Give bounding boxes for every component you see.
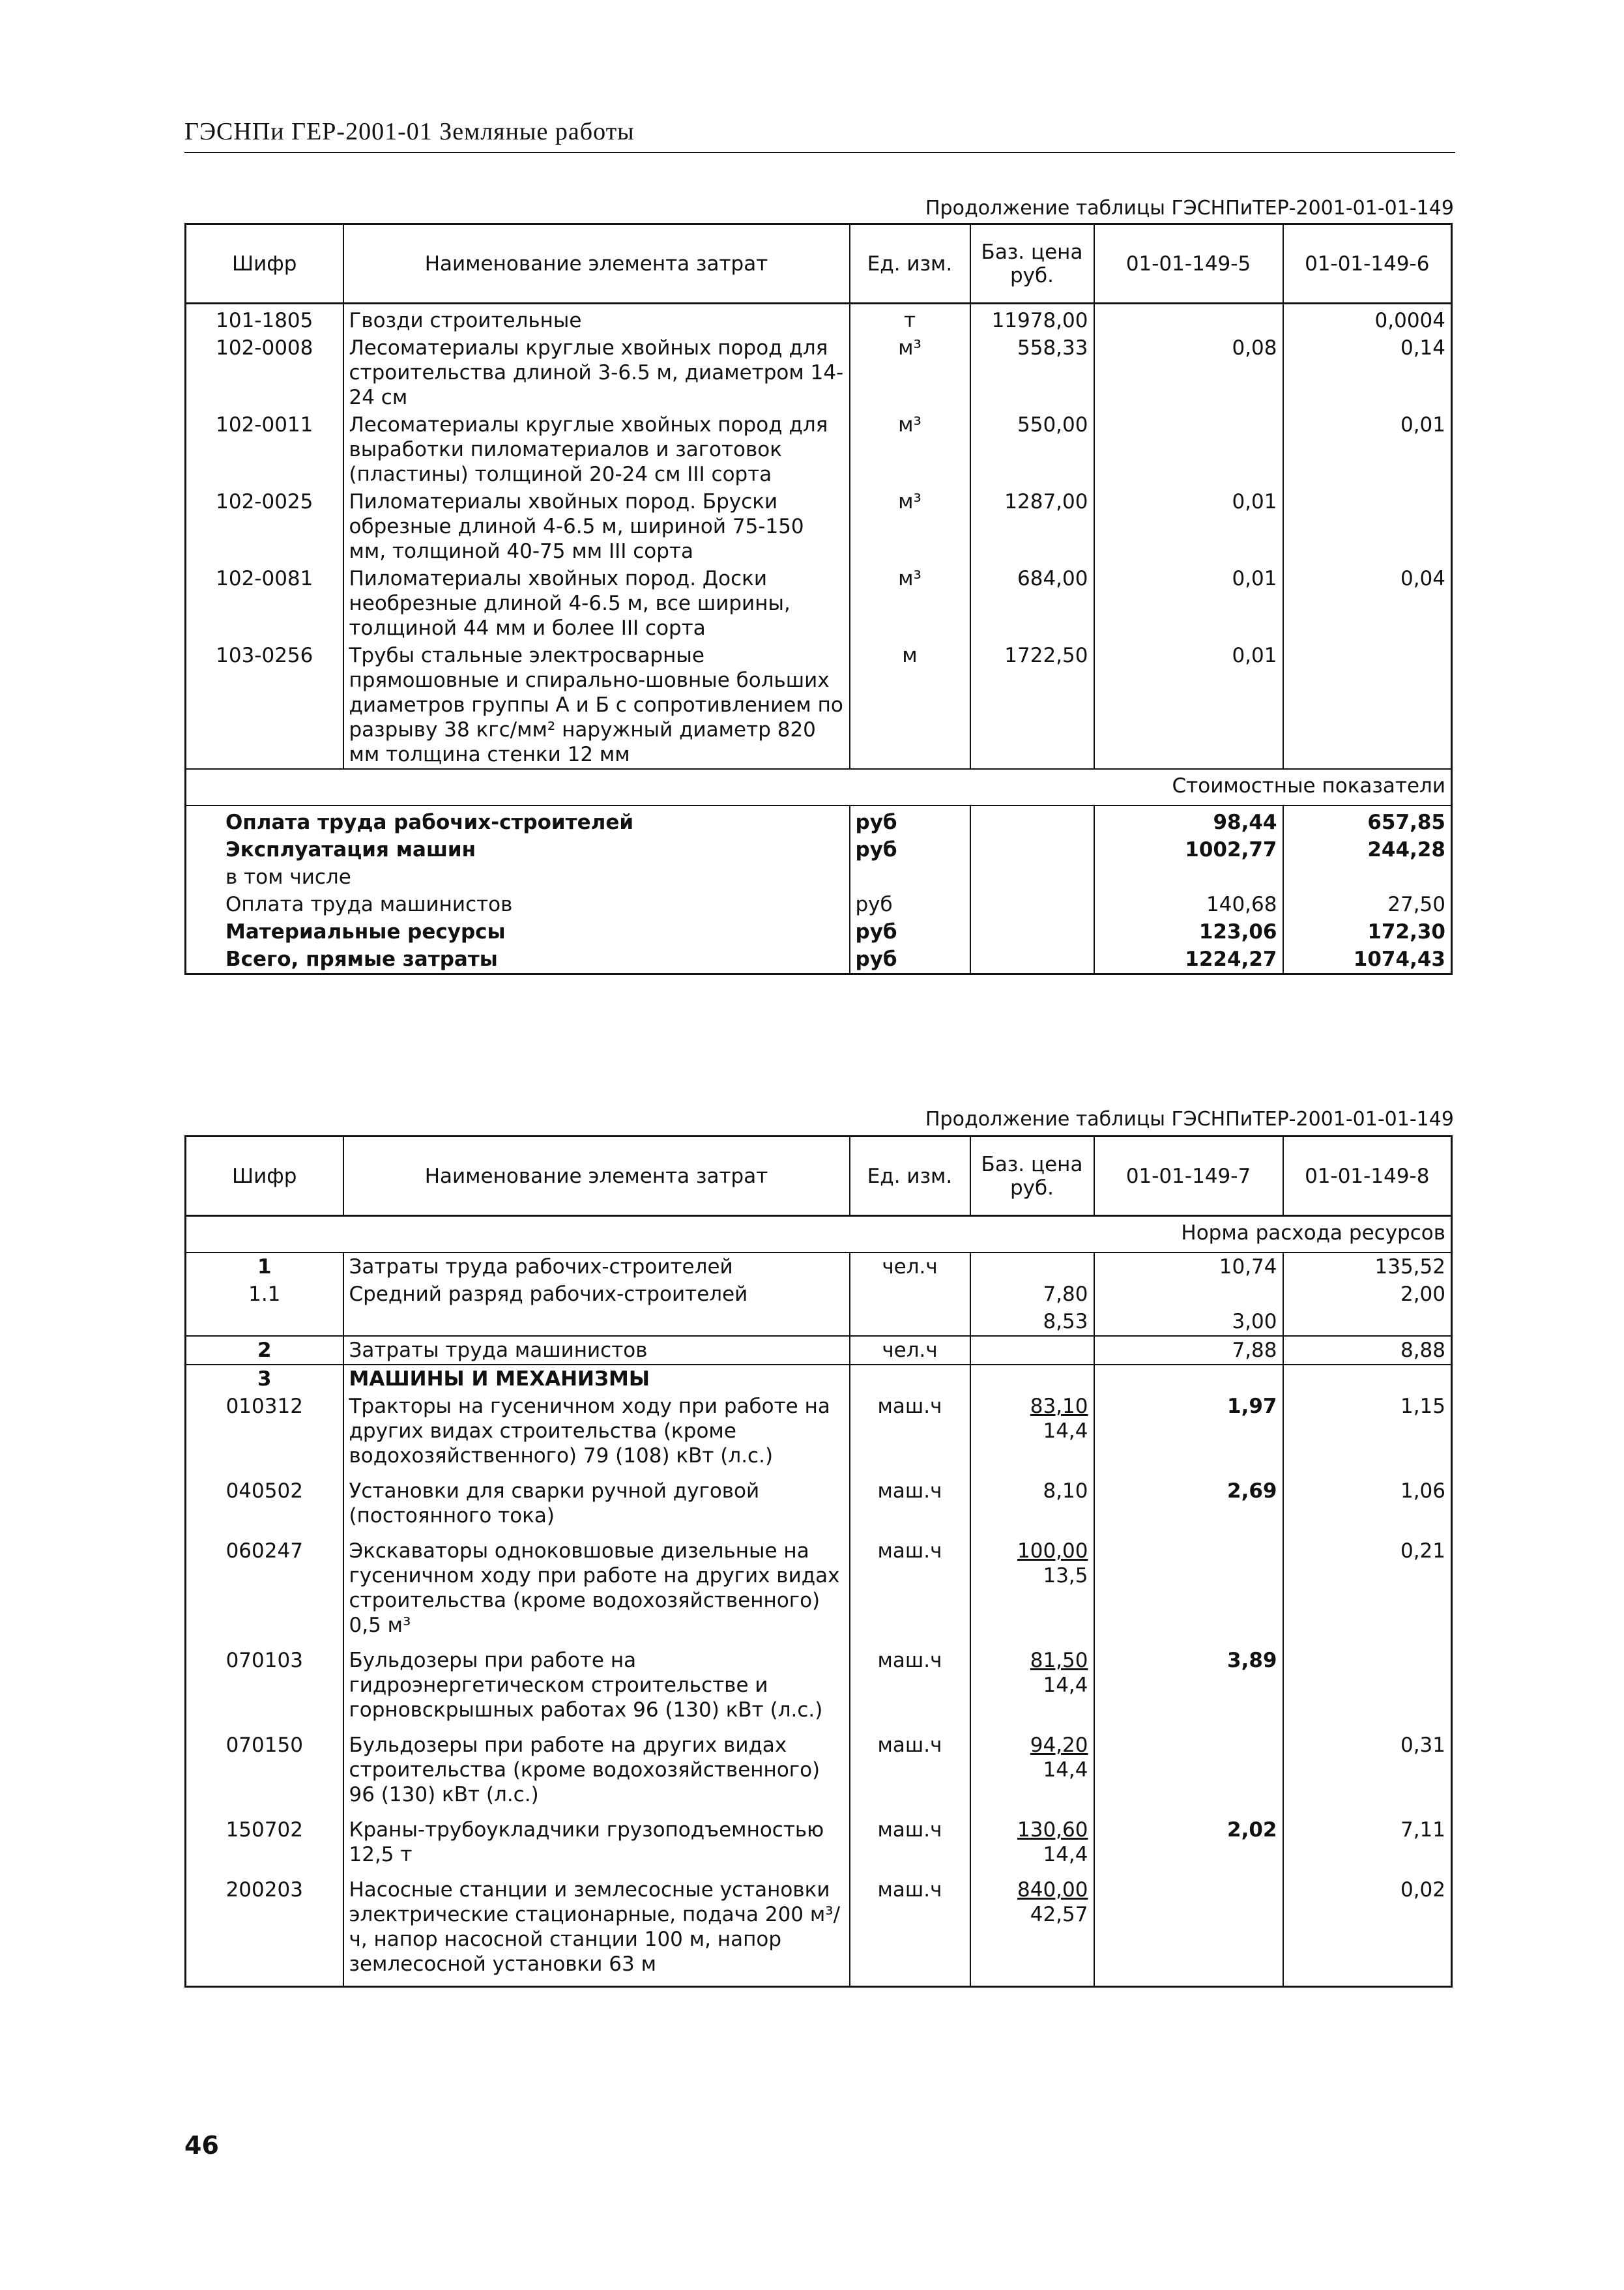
labor-row xyxy=(186,1308,1452,1336)
summary-unit: руб xyxy=(850,836,970,863)
price-secondary-value: 13,5 xyxy=(1043,1564,1088,1587)
base-price xyxy=(970,1732,1094,1816)
col-unit-header: Ед. изм. xyxy=(850,224,970,304)
resource-code: 070150 xyxy=(225,1733,303,1757)
norm-value-1: 0,01 xyxy=(1094,565,1283,642)
summary-row xyxy=(186,918,1452,946)
machine-row xyxy=(186,1816,1452,1876)
summary-name: Эксплуатация машин xyxy=(225,838,476,862)
summary-price xyxy=(970,891,1094,918)
norm-value-2: 135,52 xyxy=(1283,1253,1452,1281)
price-value: 130,60 xyxy=(1017,1818,1088,1842)
norm-value-1: 10,74 xyxy=(1094,1253,1283,1281)
summary-name: Всего, прямые затраты xyxy=(225,948,498,971)
norm-value-1 xyxy=(1094,1537,1283,1647)
base-price xyxy=(970,1647,1094,1732)
col-code1-header: 01-01-149-5 xyxy=(1094,224,1283,304)
machine-row xyxy=(186,1477,1452,1537)
norm-value-1 xyxy=(1094,1281,1283,1308)
resource-name: Бульдозеры при работе на гидроэнергетическом строительстве и горновскрышных работах 96 (130) кВт (л.с.) xyxy=(343,1647,850,1732)
base-price xyxy=(970,1477,1094,1537)
resource-code: 103-0256 xyxy=(216,644,313,667)
norm-value-2: 2,00 xyxy=(1283,1281,1452,1308)
col-unit-header: Ед. изм. xyxy=(850,1137,970,1216)
resource-unit: чел.ч xyxy=(850,1253,970,1281)
table2-caption: Продолжение таблицы ГЭСНПиТЕР-2001-01-01-149 xyxy=(925,1108,1454,1131)
summary-price xyxy=(970,946,1094,974)
price-value: 94,20 xyxy=(1030,1733,1088,1757)
section-row xyxy=(186,769,1452,805)
running-header: ГЭСНПи ГЕР-2001-01 Земляные работы xyxy=(184,118,635,145)
norm-value-1: 1,97 xyxy=(1094,1393,1283,1477)
resource-code: 1.1 xyxy=(248,1283,281,1306)
base-price xyxy=(970,1816,1094,1876)
col-code2-header: 01-01-149-6 xyxy=(1283,224,1452,304)
material-row xyxy=(186,334,1452,411)
summary-value-2: 244,28 xyxy=(1283,836,1452,863)
machine-row xyxy=(186,1537,1452,1647)
resource-code: 040502 xyxy=(225,1479,303,1503)
resource-unit: маш.ч xyxy=(850,1393,970,1477)
resource-code: 150702 xyxy=(225,1818,303,1842)
resource-name: Затраты труда машинистов xyxy=(343,1336,850,1365)
summary-row xyxy=(186,946,1452,974)
norm-value-1 xyxy=(1094,1732,1283,1816)
summary-value-1: 1002,77 xyxy=(1094,836,1283,863)
norm-value-2 xyxy=(1283,1308,1452,1336)
summary-value-2: 657,85 xyxy=(1283,805,1452,836)
base-price: 1722,50 xyxy=(970,642,1094,769)
norm-value-2: 0,01 xyxy=(1283,411,1452,488)
resource-name: Бульдозеры при работе на других видах строительства (кроме водохозяйственного) 96 (130) кВт (л.с.) xyxy=(343,1732,850,1816)
resource-unit: м³ xyxy=(850,488,970,565)
norm-value-2: 0,31 xyxy=(1283,1732,1452,1816)
resource-unit xyxy=(850,1281,970,1308)
table1-header-row xyxy=(186,224,1452,304)
resource-name: Краны-трубоукладчики грузоподъемностью 12,5 т xyxy=(343,1816,850,1876)
resource-unit: маш.ч xyxy=(850,1537,970,1647)
norm-value-1: 3,00 xyxy=(1094,1308,1283,1336)
table2-resource-norms xyxy=(184,1135,1453,1988)
norm-value-1 xyxy=(1094,411,1283,488)
price-value: 81,50 xyxy=(1030,1649,1088,1672)
norm-value-1 xyxy=(1094,1365,1283,1393)
summary-value-2: 1074,43 xyxy=(1283,946,1452,974)
summary-unit: руб xyxy=(850,946,970,974)
table1-caption: Продолжение таблицы ГЭСНПиТЕР-2001-01-01-149 xyxy=(925,197,1454,220)
summary-unit: руб xyxy=(850,891,970,918)
resource-code: 1 xyxy=(257,1255,272,1279)
summary-unit: руб xyxy=(850,805,970,836)
summary-row xyxy=(186,805,1452,836)
price-secondary-value: 14,4 xyxy=(1043,1674,1088,1697)
page-number: 46 xyxy=(184,2131,219,2160)
resource-unit: м³ xyxy=(850,565,970,642)
norm-value-1: 2,02 xyxy=(1094,1816,1283,1876)
resource-name xyxy=(343,1308,850,1336)
norm-value-1: 0,08 xyxy=(1094,334,1283,411)
summary-value-2: 172,30 xyxy=(1283,918,1452,946)
summary-price xyxy=(970,863,1094,891)
col-code1-header: 01-01-149-7 xyxy=(1094,1137,1283,1216)
resource-unit: т xyxy=(850,304,970,335)
resource-name: Насосные станции и землесосные установки электрические стационарные, подача 200 м³/ч, напор насосной станции 100 м, напор землесосной установки 63 м xyxy=(343,1876,850,1987)
resource-unit: маш.ч xyxy=(850,1477,970,1537)
norm-value-1: 7,88 xyxy=(1094,1336,1283,1365)
header-rule xyxy=(184,152,1455,153)
material-row xyxy=(186,642,1452,769)
col-code-header: Шифр xyxy=(186,224,343,304)
resource-unit: маш.ч xyxy=(850,1732,970,1816)
machine-row xyxy=(186,1647,1452,1732)
material-row xyxy=(186,565,1452,642)
section-heading: МАШИНЫ И МЕХАНИЗМЫ xyxy=(343,1365,850,1393)
summary-value-1: 140,68 xyxy=(1094,891,1283,918)
summary-value-2: 27,50 xyxy=(1283,891,1452,918)
resource-unit: чел.ч xyxy=(850,1336,970,1365)
resource-name: Экскаваторы одноковшовые дизельные на гусеничном ходу при работе на других видах строительства (кроме водохозяйственного) 0,5 м³ xyxy=(343,1537,850,1647)
machine-row xyxy=(186,1393,1452,1477)
resource-name: Трубы стальные электросварные прямошовные и спирально-шовные больших диаметров группы А и Б с сопротивлением по разрыву 38 кгс/мм² наружный диаметр 820 мм толщина стенки 12 мм xyxy=(343,642,850,769)
resource-code: 102-0025 xyxy=(216,490,313,514)
summary-price xyxy=(970,918,1094,946)
section-label: Стоимостные показатели xyxy=(186,769,1452,805)
price-value: 100,00 xyxy=(1017,1539,1088,1563)
resource-name: Гвозди строительные xyxy=(343,304,850,335)
norm-value-2: 0,0004 xyxy=(1283,304,1452,335)
resource-code: 060247 xyxy=(225,1539,303,1563)
summary-unit: руб xyxy=(850,918,970,946)
table2-header-row xyxy=(186,1137,1452,1216)
summary-row xyxy=(186,836,1452,863)
summary-value-1: 98,44 xyxy=(1094,805,1283,836)
norm-value-2: 7,11 xyxy=(1283,1816,1452,1876)
col-name-header: Наименование элемента затрат xyxy=(343,224,850,304)
norm-value-1 xyxy=(1094,1876,1283,1987)
section-row xyxy=(186,1216,1452,1253)
price-value: 83,10 xyxy=(1030,1395,1088,1418)
norm-value-1: 0,01 xyxy=(1094,642,1283,769)
summary-value-1: 123,06 xyxy=(1094,918,1283,946)
col-price-header: Баз. цена руб. xyxy=(970,224,1094,304)
summary-value-1: 1224,27 xyxy=(1094,946,1283,974)
resource-unit: м³ xyxy=(850,334,970,411)
base-price xyxy=(970,1365,1094,1393)
price-secondary-value: 14,4 xyxy=(1043,1843,1088,1866)
resource-code xyxy=(186,1308,343,1336)
resource-unit: м xyxy=(850,642,970,769)
norm-value-1: 2,69 xyxy=(1094,1477,1283,1537)
resource-unit: маш.ч xyxy=(850,1647,970,1732)
resource-name: Установки для сварки ручной дуговой (постоянного тока) xyxy=(343,1477,850,1537)
base-price: 7,80 xyxy=(970,1281,1094,1308)
summary-name: Оплата труда рабочих-строителей xyxy=(225,811,634,834)
norm-value-2 xyxy=(1283,1365,1452,1393)
norm-value-1: 0,01 xyxy=(1094,488,1283,565)
section-label: Норма расхода ресурсов xyxy=(186,1216,1452,1253)
price-value: 840,00 xyxy=(1017,1878,1088,1902)
norm-value-2: 0,02 xyxy=(1283,1876,1452,1987)
resource-code: 010312 xyxy=(225,1395,303,1418)
summary-name: Оплата труда машинистов xyxy=(225,893,513,916)
resource-name: Пиломатериалы хвойных пород. Доски необрезные длиной 4-6.5 м, все ширины, толщиной 44 мм и более III сорта xyxy=(343,565,850,642)
resource-name: Средний разряд рабочих-строителей xyxy=(343,1281,850,1308)
norm-value-2: 1,15 xyxy=(1283,1393,1452,1477)
norm-value-2: 0,14 xyxy=(1283,334,1452,411)
resource-code: 101-1805 xyxy=(216,309,313,332)
price-secondary-value: 14,4 xyxy=(1043,1758,1088,1782)
base-price: 8,53 xyxy=(970,1308,1094,1336)
machine-row xyxy=(186,1732,1452,1816)
base-price: 684,00 xyxy=(970,565,1094,642)
summary-name: Материальные ресурсы xyxy=(225,920,506,944)
summary-name: в том числе xyxy=(225,865,351,889)
col-code2-header: 01-01-149-8 xyxy=(1283,1137,1452,1216)
price-value: 8,10 xyxy=(1043,1479,1088,1503)
resource-name: Затраты труда рабочих-строителей xyxy=(343,1253,850,1281)
col-code-header: Шифр xyxy=(186,1137,343,1216)
resource-code: 2 xyxy=(186,1336,343,1365)
resource-unit: м³ xyxy=(850,411,970,488)
summary-value-1 xyxy=(1094,863,1283,891)
material-row xyxy=(186,304,1452,335)
resource-code: 200203 xyxy=(225,1878,303,1902)
base-price xyxy=(970,1336,1094,1365)
norm-value-2: 0,04 xyxy=(1283,565,1452,642)
base-price xyxy=(970,1393,1094,1477)
resource-name: Тракторы на гусеничном ходу при работе на других видах строительства (кроме водохозяйственного) 79 (108) кВт (л.с.) xyxy=(343,1393,850,1477)
base-price: 550,00 xyxy=(970,411,1094,488)
norm-value-1: 3,89 xyxy=(1094,1647,1283,1732)
summary-unit xyxy=(850,863,970,891)
labor-row xyxy=(186,1281,1452,1308)
resource-code: 102-0011 xyxy=(216,413,313,437)
norm-value-2 xyxy=(1283,642,1452,769)
price-secondary-value: 42,57 xyxy=(1030,1903,1088,1926)
base-price: 558,33 xyxy=(970,334,1094,411)
machine-row xyxy=(186,1876,1452,1987)
summary-row xyxy=(186,891,1452,918)
resource-unit xyxy=(850,1365,970,1393)
base-price xyxy=(970,1253,1094,1281)
resource-unit xyxy=(850,1308,970,1336)
summary-row xyxy=(186,863,1452,891)
col-name-header: Наименование элемента затрат xyxy=(343,1137,850,1216)
norm-value-2: 0,21 xyxy=(1283,1537,1452,1647)
base-price xyxy=(970,1876,1094,1987)
resource-name: Пиломатериалы хвойных пород. Бруски обрезные длиной 4-6.5 м, шириной 75-150 мм, толщиной 40-75 мм III сорта xyxy=(343,488,850,565)
summary-price xyxy=(970,805,1094,836)
norm-value-1 xyxy=(1094,304,1283,335)
resource-code: 102-0081 xyxy=(216,567,313,590)
material-row xyxy=(186,411,1452,488)
base-price xyxy=(970,1537,1094,1647)
base-price: 1287,00 xyxy=(970,488,1094,565)
material-row xyxy=(186,488,1452,565)
resource-unit: маш.ч xyxy=(850,1816,970,1876)
labor-row xyxy=(186,1253,1452,1281)
resource-name: Лесоматериалы круглые хвойных пород для выработки пиломатериалов и заготовок (пластины) толщиной 20-24 см III сорта xyxy=(343,411,850,488)
norm-value-2 xyxy=(1283,1647,1452,1732)
resource-code: 070103 xyxy=(225,1649,303,1672)
resource-code: 102-0008 xyxy=(216,336,313,360)
machines-heading-row xyxy=(186,1365,1452,1393)
norm-value-2: 1,06 xyxy=(1283,1477,1452,1537)
price-secondary-value: 14,4 xyxy=(1043,1419,1088,1443)
norm-value-2 xyxy=(1283,488,1452,565)
resource-name: Лесоматериалы круглые хвойных пород для строительства длиной 3-6.5 м, диаметром 14-24 см xyxy=(343,334,850,411)
table1-cost-elements xyxy=(184,223,1453,975)
norm-value-2: 8,88 xyxy=(1283,1336,1452,1365)
base-price: 11978,00 xyxy=(970,304,1094,335)
summary-value-2 xyxy=(1283,863,1452,891)
resource-unit: маш.ч xyxy=(850,1876,970,1987)
col-price-header: Баз. цена руб. xyxy=(970,1137,1094,1216)
resource-code: 3 xyxy=(186,1365,343,1393)
summary-price xyxy=(970,836,1094,863)
labor-row xyxy=(186,1336,1452,1365)
